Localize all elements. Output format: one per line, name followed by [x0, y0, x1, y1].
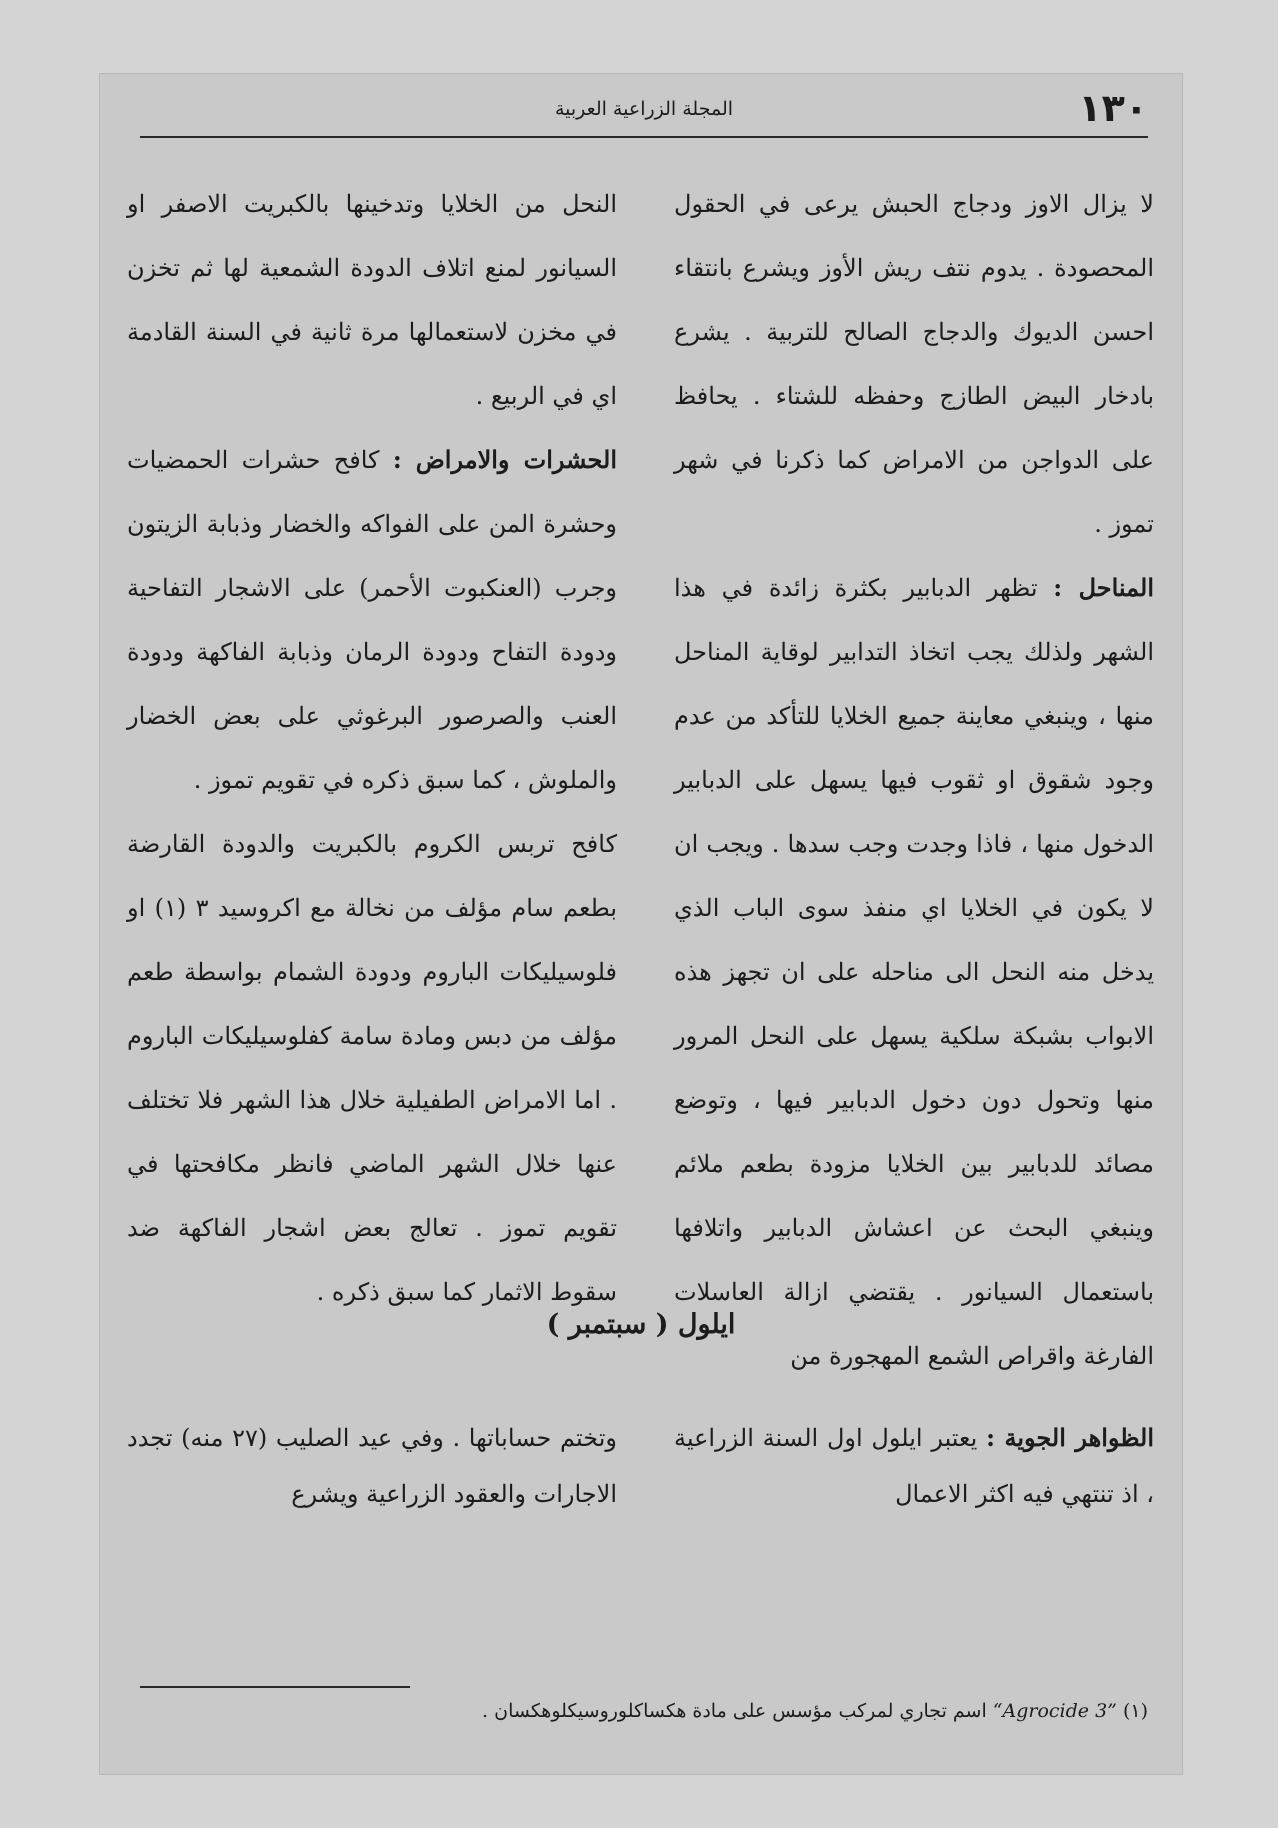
page-number: ١٣٠: [1078, 86, 1148, 130]
footnote-marker: (١): [1122, 1700, 1148, 1722]
page-header: [140, 86, 1148, 138]
apiary-text: تظهر الدبابير بكثرة زائدة في هذا الشهر ولذلك يجب اتخاذ التدابير لوقاية المناحل منها ، وينبغي معاينة جميع الخلايا للتأكد من عدم وجود شقوق او ثقوب فيها يسهل على الدبابير الدخول منها ، فاذا وجدت وجب سدها . ويجب ان لا يكون في الخلايا اي منفذ سوى الباب الذي يدخل منه النحل الى مناحله على ان تجهز هذه الابواب بشبكة سلكية يسهل على النحل المرور منها وتحول دون دخول الدبابير فيها ، وتوضع مصائد للدبابير بين الخلايا مزودة بطعم ملائم وينبغي البحث عن اعشاش الدبابير واتلافها باستعمال السيانور . يقتضي ازالة العاسلات الفارغة واقراص الشمع المهجورة من: [674, 574, 1154, 1370]
apiary-paragraph: [674, 556, 1154, 1388]
left-column-top: [127, 172, 617, 1324]
weather-text: يعتبر ايلول اول السنة الزراعية ، اذ تنتهي فيه اكثر الاعمال: [674, 1424, 1154, 1508]
section-heading-september: ايلول ( سبتمبر ): [546, 1309, 736, 1340]
apiary-heading: المناحل :: [1053, 573, 1154, 602]
poultry-paragraph: لا يزال الاوز ودجاج الحبش يرعى في الحقول المحصودة . يدوم نتف ريش الأوز ويشرع بانتقاء احسن الديوك والدجاج الصالح للتربية . يشرع بادخار البيض الطازج وحفظه للشتاء . يحافظ على الدواجن من الامراض كما ذكرنا في شهر تموز .: [674, 190, 1154, 538]
hive-continuation-paragraph: النحل من الخلايا وتدخينها بالكبريت الاصفر او السيانور لمنع اتلاف الدودة الشمعية لها ثم تخزن في مخزن لاستعمالها مرة ثانية في السنة القادمة اي في الربيع .: [127, 190, 618, 410]
weather-heading: الظواهر الجوية :: [986, 1423, 1155, 1452]
document-page: [100, 74, 1182, 1774]
footnote-text: اسم تجاري لمركب مؤسس على مادة هكساكلوروسيكلوهكسان .: [482, 1700, 987, 1722]
right-column-bottom: [674, 1410, 1154, 1522]
weather-paragraph: [674, 1410, 1154, 1522]
pests-heading: الحشرات والامراض :: [392, 445, 617, 474]
pests-paragraph-2: كافح تربس الكروم بالكبريت والدودة القارضة بطعم سام مؤلف من نخالة مع اكروسيد ٣ (١) او فلوسيليكات الباروم ودودة الشمام بواسطة طعم مؤلف من دبس ومادة سامة كفلوسيليكات الباروم . اما الامراض الطفيلية خلال هذا الشهر فلا تختلف عنها خلال الشهر الماضي فانظر مكافحتها في تقويم تموز . تعالج بعض اشجار الفاكهة ضد سقوط الاثمار كما سبق ذكره .: [127, 830, 617, 1306]
pests-paragraph: [127, 428, 617, 812]
accounts-paragraph: وتختم حساباتها . وفي عيد الصليب (٢٧ منه) تجدد الاجارات والعقود الزراعية ويشرع: [127, 1424, 617, 1508]
right-column-top: [674, 172, 1154, 1388]
left-column-bottom: [127, 1410, 617, 1522]
pests-text: كافح حشرات الحمضيات وحشرة المن على الفواكه والخضار وذبابة الزيتون وجرب (العنكبوت الأحمر) على الاشجار التفاحية ودودة التفاح ودودة الرمان وذبابة الفاكهة ودودة العنب والصرصور البرغوثي على بعض الخضار والملوش ، كما سبق ذكره في تقويم تموز .: [127, 446, 617, 794]
footnote-latin-term: “Agrocide 3”: [992, 1700, 1117, 1722]
footnote: [140, 1700, 1148, 1722]
footnote-divider: [140, 1686, 410, 1688]
running-title: المجلة الزراعية العربية: [554, 98, 734, 120]
